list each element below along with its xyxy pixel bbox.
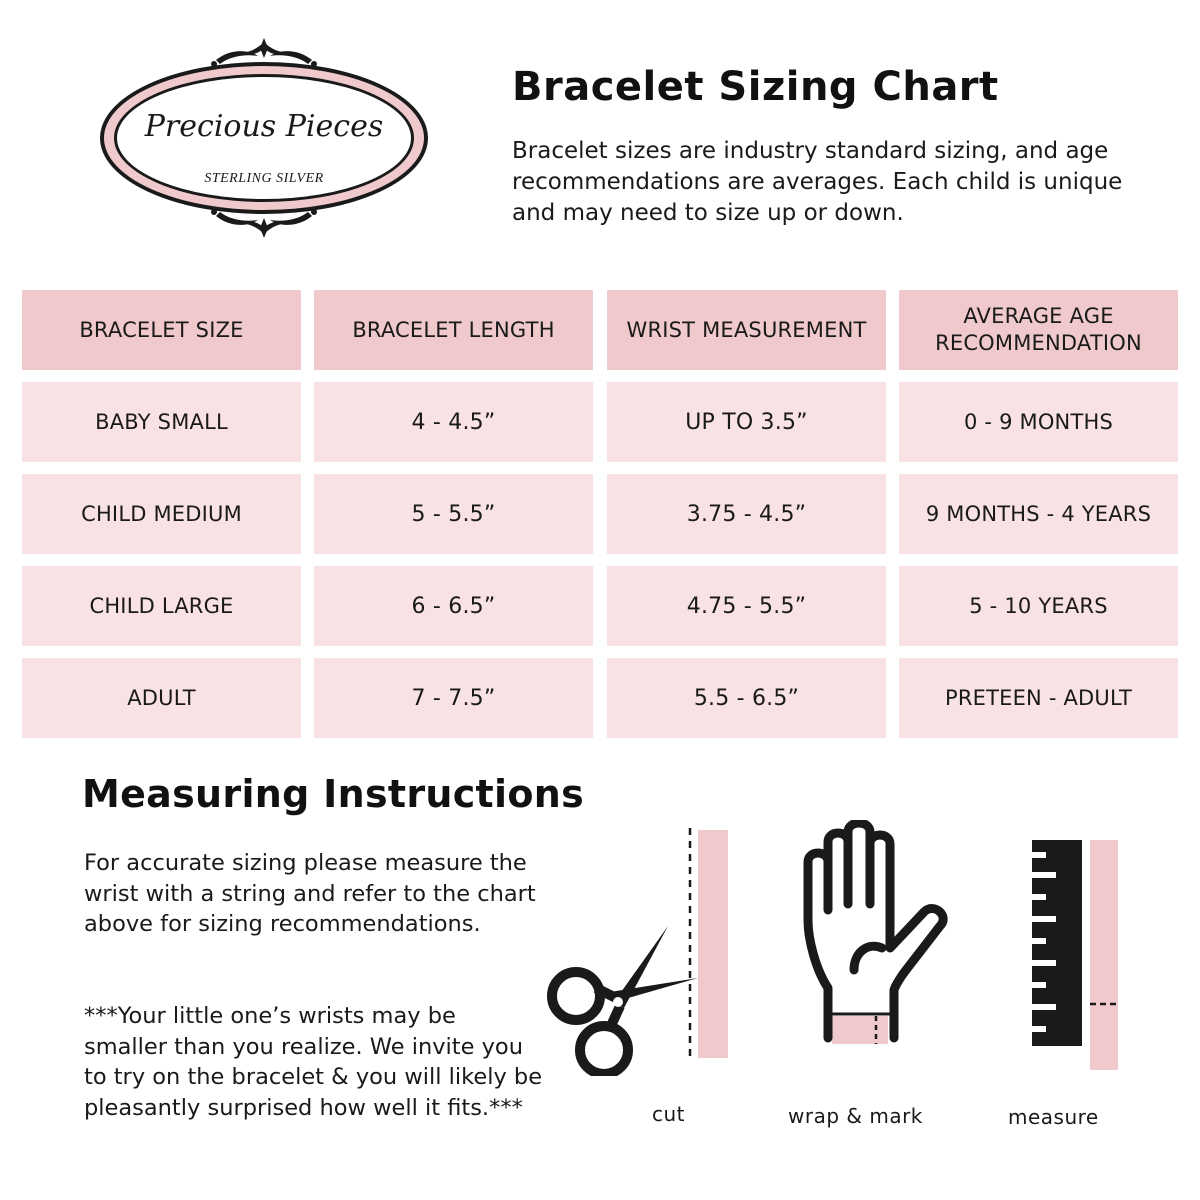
- table-cell-age: 0 - 9 MONTHS: [899, 382, 1178, 462]
- table-cell-age: 9 MONTHS - 4 YEARS: [899, 474, 1178, 554]
- table-cell-wrist: 5.5 - 6.5”: [607, 658, 886, 738]
- table-cell-size: CHILD LARGE: [22, 566, 301, 646]
- page-title: Bracelet Sizing Chart: [512, 64, 999, 110]
- table-cell-wrist: UP TO 3.5”: [607, 382, 886, 462]
- header-average-age: AVERAGE AGE RECOMMENDATION: [899, 290, 1178, 370]
- instructions-note: ***Your little one’s wrists may be smaller than you realize. We invite you to try on the bracelet & you will likely be pleasantly surprised how well it fits.***: [84, 1003, 543, 1121]
- table-cell-size: ADULT: [22, 658, 301, 738]
- step-label-wrap-mark: wrap & mark: [788, 1104, 923, 1128]
- header-bracelet-size: BRACELET SIZE: [22, 290, 301, 370]
- brand-logo: [96, 36, 432, 240]
- table-cell-length: 5 - 5.5”: [314, 474, 593, 554]
- header-wrist-measurement: WRIST MEASUREMENT: [607, 290, 886, 370]
- table-cell-wrist: 3.75 - 4.5”: [607, 474, 886, 554]
- table-cell-size: BABY SMALL: [22, 382, 301, 462]
- logo-emblem: [96, 36, 432, 240]
- table-cell-size: CHILD MEDIUM: [22, 474, 301, 554]
- intro-paragraph: Bracelet sizes are industry standard sizing, and age recommendations are averages. Each child is unique and may need to size up or down.: [512, 138, 1123, 226]
- table-cell-wrist: 4.75 - 5.5”: [607, 566, 886, 646]
- step-label-measure: measure: [1008, 1105, 1099, 1129]
- ruler-icon: [1020, 836, 1130, 1072]
- logo-subtitle-text: STERLING SILVER: [204, 171, 324, 186]
- step-label-cut: cut: [652, 1102, 686, 1126]
- hand-icon: [798, 820, 958, 1050]
- table-cell-length: 6 - 6.5”: [314, 566, 593, 646]
- logo-brand-text: Precious Pieces: [144, 109, 384, 144]
- scissors-icon: [540, 826, 740, 1076]
- table-cell-length: 7 - 7.5”: [314, 658, 593, 738]
- table-cell-age: 5 - 10 YEARS: [899, 566, 1178, 646]
- table-cell-length: 4 - 4.5”: [314, 382, 593, 462]
- header-bracelet-length: BRACELET LENGTH: [314, 290, 593, 370]
- instructions-text: For accurate sizing please measure the wrist with a string and refer to the chart above for sizing recommendations.: [84, 850, 536, 938]
- table-cell-age: PRETEEN - ADULT: [899, 658, 1178, 738]
- instructions-title: Measuring Instructions: [82, 772, 585, 816]
